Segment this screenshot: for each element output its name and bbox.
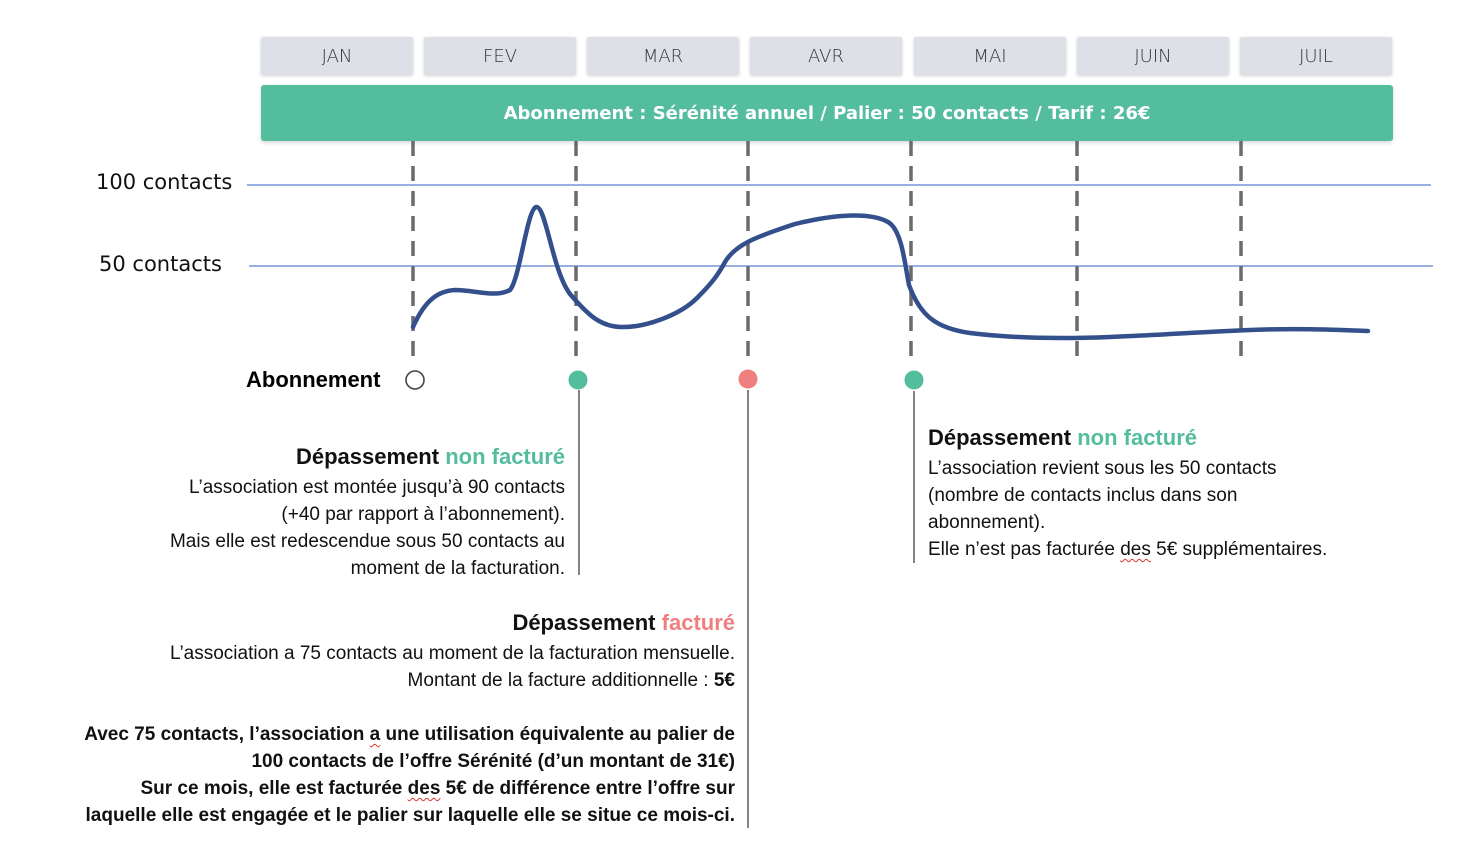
note-avr-line: Elle n’est pas facturée des 5€ supplémentaires.	[928, 539, 1328, 560]
note-mar-detail: Avec 75 contacts, l’association a une utilisation équivalente au palier de	[84, 724, 735, 745]
note-avr-line: L’association revient sous les 50 contacts	[928, 458, 1277, 479]
note-fev-line: L’association est montée jusqu’à 90 contacts	[188, 477, 565, 498]
note-fev-line: moment de la facturation.	[350, 558, 565, 579]
billing-marker-avr	[905, 371, 924, 390]
note-fev-line: (+40 par rapport à l’abonnement).	[281, 504, 565, 525]
note-mar-detail: laquelle elle est engagée et le palier sur laquelle elle se situe ce mois-ci.	[85, 805, 735, 826]
note-avr-line: abonnement).	[928, 512, 1046, 533]
note-mar-detail: 100 contacts de l’offre Sérénité (d’un montant de 31€)	[251, 751, 735, 772]
month-fev: FEV	[424, 37, 576, 75]
note-mar-billed	[20, 608, 735, 829]
note-mar-title: Dépassement facturé	[512, 610, 735, 635]
month-jan: JAN	[261, 37, 413, 75]
usage-curve	[413, 207, 1368, 338]
note-fev-title: Dépassement non facturé	[296, 444, 565, 469]
note-avr-not-billed	[928, 423, 1428, 563]
note-avr-line: (nombre de contacts inclus dans son	[928, 485, 1238, 506]
threshold-label-100: 100 contacts	[96, 170, 233, 194]
billing-marker-mar	[739, 370, 758, 389]
subscription-marker-label: Abonnement	[246, 367, 381, 392]
month-mai: MAI	[914, 37, 1066, 75]
note-avr-title: Dépassement non facturé	[928, 425, 1197, 450]
note-mar-line: L’association a 75 contacts au moment de la facturation mensuelle.	[169, 643, 735, 664]
note-mar-detail: Sur ce mois, elle est facturée des 5€ de différence entre l’offre sur	[140, 778, 735, 799]
threshold-label-50: 50 contacts	[99, 252, 222, 276]
note-fev-line: Mais elle est redescendue sous 50 contacts au	[169, 531, 565, 552]
month-avr: AVR	[750, 37, 902, 75]
subscription-start-marker	[406, 371, 424, 389]
note-fev-not-billed	[100, 442, 565, 582]
subscription-banner: Abonnement : Sérénité annuel / Palier : 50 contacts / Tarif : 26€	[261, 85, 1393, 141]
billing-marker-fev	[569, 371, 588, 390]
note-mar-amount: Montant de la facture additionnelle : 5€	[407, 670, 735, 691]
month-juin: JUIN	[1077, 37, 1229, 75]
month-juil: JUIL	[1240, 37, 1392, 75]
month-mar: MAR	[587, 37, 739, 75]
